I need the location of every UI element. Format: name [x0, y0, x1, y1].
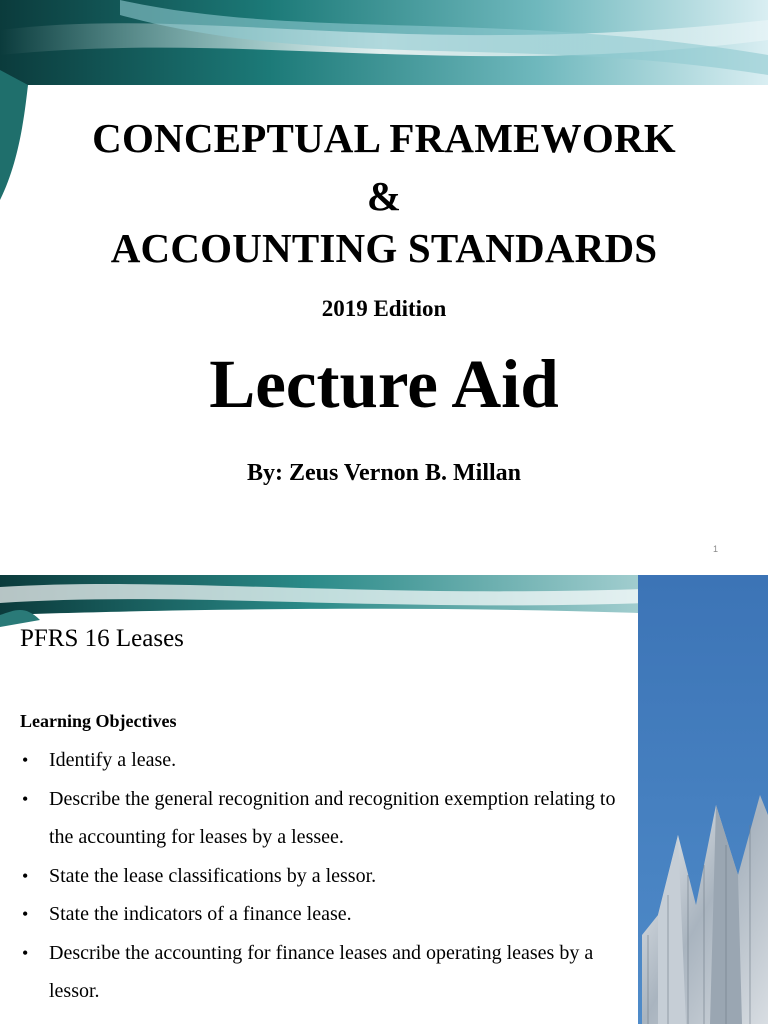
objectives-list: [20, 741, 630, 1011]
author-line: By: Zeus Vernon B. Millan: [246, 460, 522, 486]
bullet-icon: •: [22, 865, 29, 886]
list-item: • State the lease classifications by a lessor.: [20, 857, 630, 896]
objectives-slide: [0, 575, 768, 1024]
bullet-icon: •: [22, 942, 29, 963]
building-image: [638, 575, 768, 1024]
slide-divider: [0, 565, 768, 575]
edition-label: 2019 Edition: [321, 296, 447, 321]
objectives-heading: Learning Objectives: [20, 711, 177, 731]
bullet-icon: •: [22, 750, 29, 770]
bullet-icon: •: [22, 788, 29, 809]
list-item: • State the indicators of a finance lease.: [20, 895, 630, 934]
wave-banner: [0, 0, 768, 200]
lecture-aid-heading: Lecture Aid: [209, 346, 559, 422]
title-line-2: ACCOUNTING STANDARDS: [110, 225, 658, 271]
slide-title: PFRS 16 Leases: [20, 625, 184, 652]
title-line-1: CONCEPTUAL FRAMEWORK: [92, 115, 676, 161]
bullet-icon: •: [22, 904, 29, 924]
page-number: 1: [713, 544, 719, 554]
list-item: • Describe the accounting for finance leases and operating leases by a lessor.: [20, 934, 630, 1011]
list-item: • Identify a lease.: [20, 741, 630, 780]
list-item: • Describe the general recognition and recognition exemption relating to the accounting for leases by a lessee.: [20, 780, 630, 857]
title-ampersand: &: [366, 173, 402, 219]
